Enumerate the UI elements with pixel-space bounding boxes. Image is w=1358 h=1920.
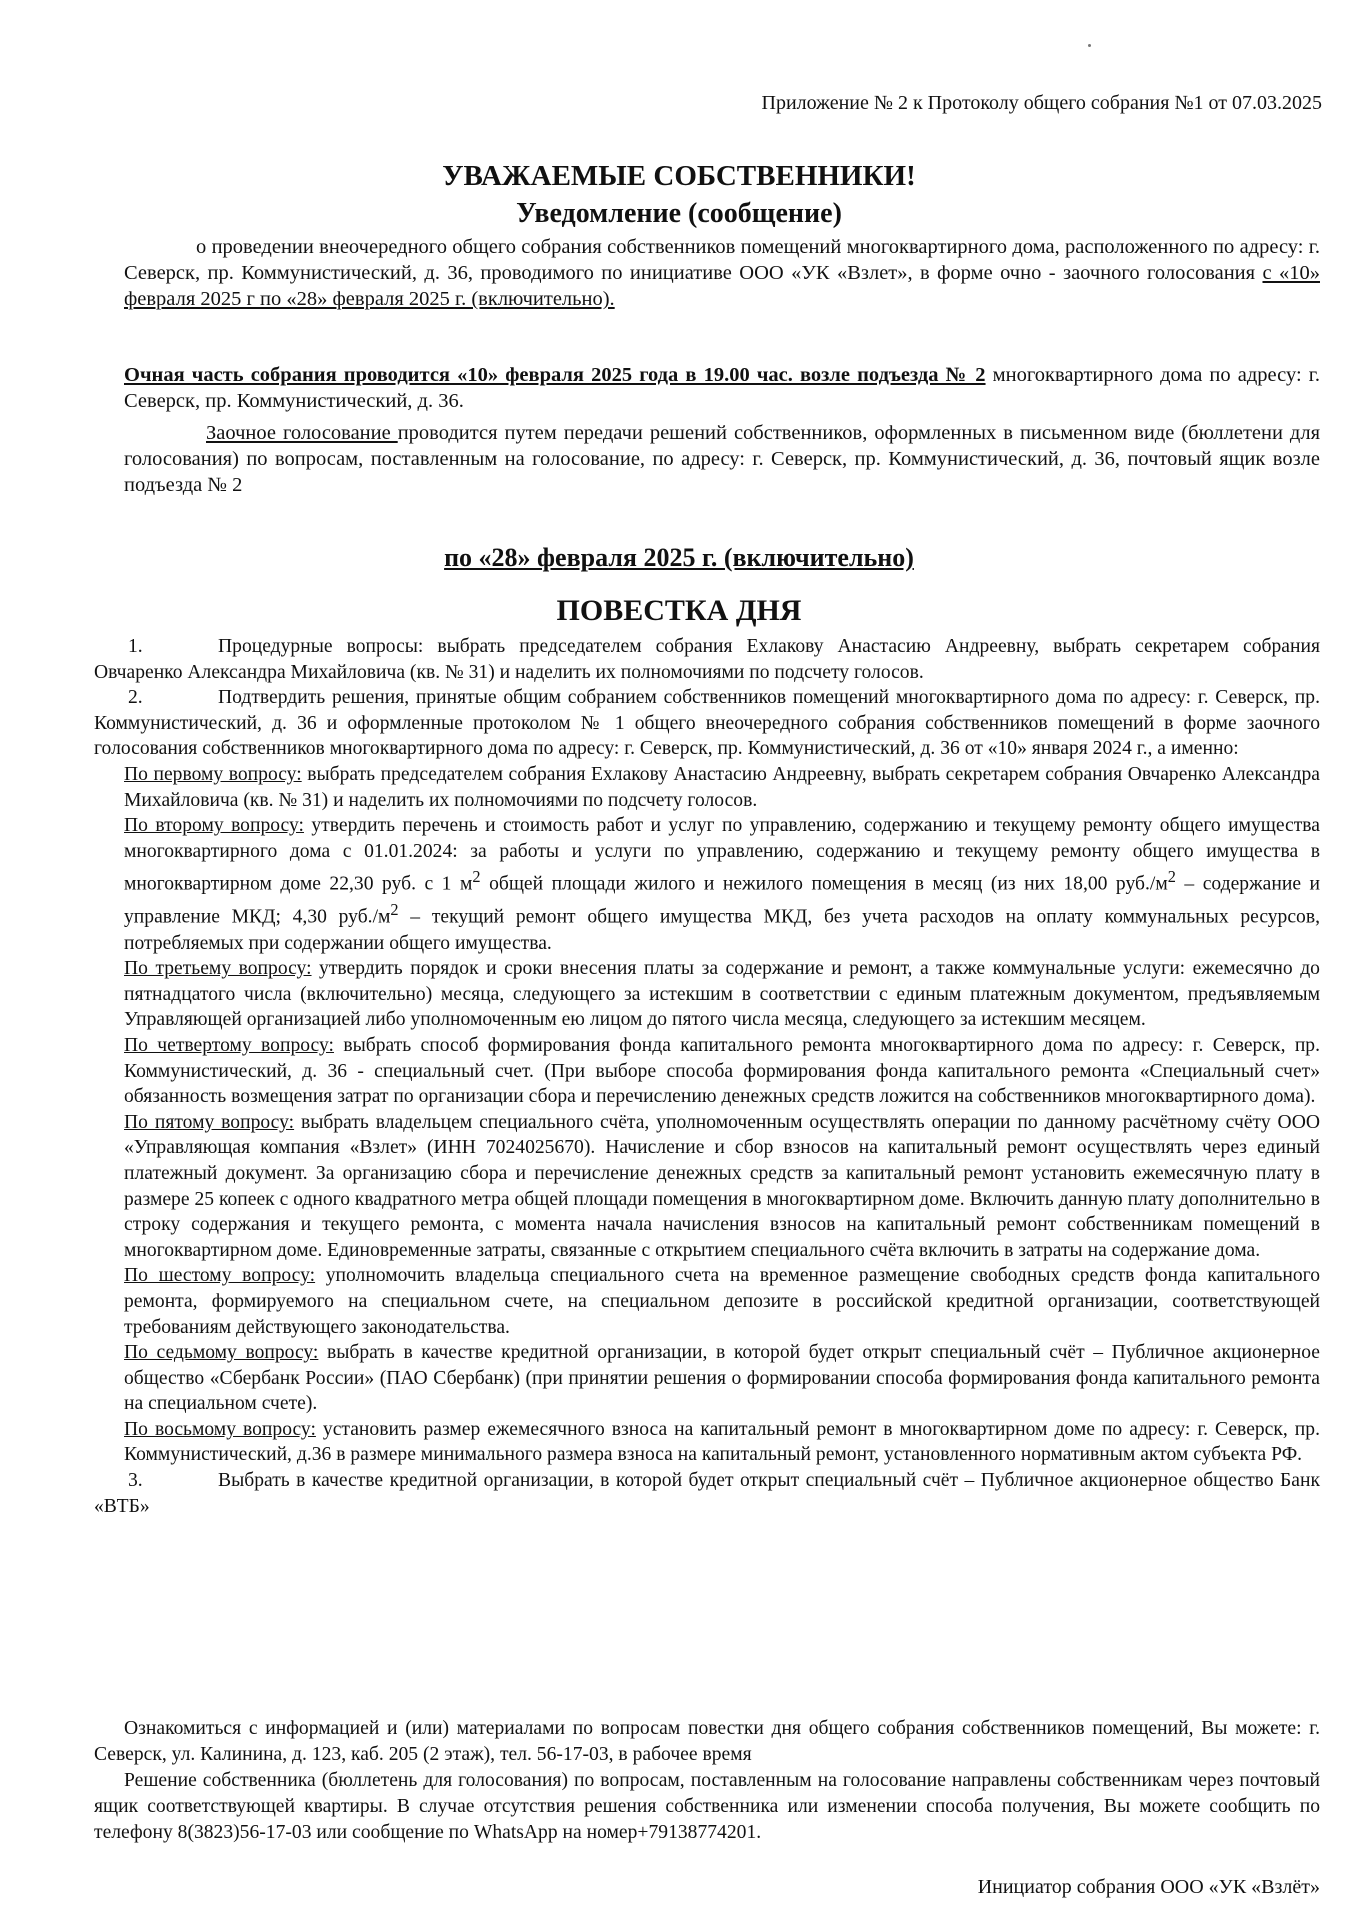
agenda-num-2: 2. [128, 687, 143, 709]
agenda-list [94, 634, 1320, 1519]
notice-text: о проведении внеочередного общего собрания собственников помещений многоквартирного дома, расположенного по адресу: г. Северск, пр. Коммунистический, д. 36, проводимого по инициативе ООО «УК «Взлет», в форме очно - заочного голосования [124, 236, 1320, 284]
absentee-rest: проводится путем передачи решений собственников, оформленных в письменном виде (бюллетени для голосования) по вопросам, поставленным на голосование, по адресу: г. Северск, пр. Коммунистический, д. 36, почтовый ящик возле подъезда № 2 [124, 422, 1321, 496]
question-6-label: По шестому вопросу: [124, 1265, 316, 1287]
in-person-bold: Очная часть собрания проводится «10» февраля 2025 года в 19.00 час. возле подъезда № 2 [124, 364, 986, 386]
page-subtitle: Уведомление (сообщение) [516, 198, 842, 229]
question-2 [94, 813, 1320, 956]
agenda-text-1: Процедурные вопросы: выбрать председателем собрания Ехлакову Анастасию Андреевну, выбрать секретарем собрания Овчаренко Александра Михайловича (кв. № 31) и наделить их полномочиями по подсчету голосов. [94, 636, 1320, 683]
agenda-num-1: 1. [128, 636, 143, 657]
notice-paragraph [124, 234, 1320, 312]
agenda-text-3: Выбрать в качестве кредитной организации, в которой будет открыт специальный счёт – Публичное акционерное общество Банк «ВТБ» [94, 1470, 1320, 1517]
question-1-label: По первому вопросу: [124, 763, 302, 785]
question-7-label: По седьмому вопросу: [124, 1342, 319, 1364]
footer-info [94, 1716, 1320, 1846]
agenda-item-1 [94, 634, 1320, 685]
question-3-label: По третьему вопросу: [124, 958, 312, 980]
page-title: УВАЖАЕМЫЕ СОБСТВЕННИКИ! [442, 160, 916, 192]
question-8 [94, 1417, 1320, 1468]
question-5 [94, 1110, 1320, 1264]
question-1 [94, 762, 1320, 813]
question-4-text: выбрать способ формирования фонда капитального ремонта многоквартирного дома по адресу: г. Северск, пр. Коммунистический, д. 36 - специальный счет. (При выборе способа формирования фонда капитального ремонта «Специальный счет» обязанность возмещения затрат по организации сбора и перечислению денежных средств ложится на собственников многоквартирного дома). [124, 1034, 1321, 1108]
question-6-text: уполномочить владельца специального счета на временное размещение свободных средств фонда капитального ремонта, формируемого на специальном счете, на специальном депозите в российской кредитной организации, соответствующей требованиям действующего законодательства. [124, 1265, 1320, 1338]
question-2-text-b: общей площади жилого и нежилого помещения в месяц (из них 18,00 руб./м [480, 873, 1168, 895]
initiator-signature-line: Инициатор собрания ООО «УК «Взлёт» [977, 1876, 1320, 1898]
question-2-text-d: – текущий ремонт общего имущества МКД, без учета расходов на оплату коммунальных ресурсов, потребляемых при содержании общего имущества. [124, 907, 1320, 954]
question-2-text-c: – содержание и управление МКД; 4,30 руб./м [124, 873, 1321, 928]
agenda-text-2: Подтвердить решения, принятые общим собранием собственников помещений многоквартирного дома по адресу: г. Северск, пр. Коммунистический, д. 36 и оформленные протоколом № 1 общего внеочередного собрания собственников помещений в форме заочного голосования собственников многоквартирного дома по адресу: г. Северск, пр. Коммунистический, д. 36 от «10» января 2024 г., а именно: [94, 687, 1320, 760]
question-3-text: утвердить порядок и сроки внесения платы за содержание и ремонт, а также коммунальные услуги: ежемесячно до пятнадцатого числа (включительно) месяца, следующего за истекшим в соответствии с единым платежным документом, предъявляемым Управляющей организацией либо уполномоченным ею лицом до пятого числа месяца, следующего за истекшим месяцем. [124, 958, 1320, 1031]
question-7 [94, 1340, 1320, 1417]
question-8-text: установить размер ежемесячного взноса на капитальный ремонт в многоквартирном доме по адресу: г. Северск, пр. Коммунистический, д.36 в размере минимального размера взноса на капитальный ремонт, установленного нормативным актом субъекта РФ. [124, 1418, 1320, 1466]
question-2-label: По второму вопросу: [124, 815, 304, 837]
superscript: 2 [1167, 867, 1176, 887]
question-5-text: выбрать владельцем специального счёта, уполномоченным осуществлять операции по данному расчётному счёту ООО «Управляющая компания «Взлет» (ИНН 7024025670). Начисление и сбор взносов на капитальный ремонт осуществлять через единый платежный документ. За организацию сбора и перечисление денежных средств за капитальный ремонт установить ежемесячную плату в размере 25 копеек с одного квадратного метра общей площади помещения в многоквартирном доме. Включить данную плату дополнительно в строку содержания и текущего ремонта, с момента начала начисления взносов на капитальный ремонт собственникам помещений в многоквартирном доме. Единовременные затраты, связанные с открытием специального счёта включить в затраты на содержание дома. [124, 1111, 1320, 1261]
question-5-label: По пятому вопросу: [124, 1111, 295, 1133]
in-person-rest: многоквартирного дома по адресу: г. Северск, пр. Коммунистический, д. 36. [124, 364, 1320, 412]
absentee-label: Заочное голосование [206, 422, 398, 444]
agenda-num-3: 3. [128, 1470, 143, 1492]
agenda-item-3 [94, 1468, 1320, 1519]
question-6 [94, 1263, 1320, 1340]
agenda-title: ПОВЕСТКА ДНЯ [556, 594, 802, 627]
notice-dates: с «10» февраля 2025 г по «28» февраля 2025 г. (включительно). [124, 262, 1320, 310]
superscript: 2 [390, 900, 399, 920]
deadline-heading: по «28» февраля 2025 г. (включительно) [444, 543, 914, 572]
superscript: 2 [472, 867, 481, 887]
footer-paragraph-1: Ознакомиться с информацией и (или) материалами по вопросам повестки дня общего собрания собственников помещений, Вы можете: г. Северск, ул. Калинина, д. 123, каб. 205 (2 этаж), тел. 56-17-03, в рабочее время [94, 1718, 1320, 1765]
scan-speck [1088, 44, 1091, 47]
agenda-item-2 [94, 685, 1320, 762]
appendix-note: Приложение № 2 к Протоколу общего собрания №1 от 07.03.2025 [761, 92, 1322, 114]
question-2-text-a: утвердить перечень и стоимость работ и услуг по управлению, содержанию и текущему ремонту общего имущества многоквартирного дома с 01.01.2024: за работы и услуги по управлению, содержанию и текущему ремонту общего имущества в многоквартирном доме 22,30 руб. с 1 м [124, 815, 1320, 895]
question-4-label: По четвертому вопросу: [124, 1034, 334, 1056]
question-7-text: выбрать в качестве кредитной организации, в которой будет открыт специальный счёт – Публичное акционерное общество «Сбербанк России» (ПАО Сбербанк) (при принятии решения о формировании способа формирования фонда капитального ремонта на специальном счете). [124, 1342, 1320, 1415]
question-8-label: По восьмому вопросу: [124, 1418, 316, 1440]
absentee-paragraph [124, 420, 1320, 498]
question-1-text: выбрать председателем собрания Ехлакову Анастасию Андреевну, выбрать секретарем собрания Овчаренко Александра Михайловича (кв. № 31) и наделить их полномочиями по подсчету голосов. [124, 763, 1320, 811]
footer-paragraph-2: Решение собственника (бюллетень для голосования) по вопросам, поставленным на голосование направлены собственникам через почтовый ящик соответствующей квартиры. В случае отсутствия решения собственника или изменении способа получения, Вы можете сообщить по телефону 8(3823)56-17-03 или сообщение по WhatsApp на номер+79138774201. [94, 1770, 1320, 1843]
question-4 [94, 1033, 1320, 1110]
in-person-paragraph [124, 362, 1320, 414]
question-3 [94, 956, 1320, 1033]
